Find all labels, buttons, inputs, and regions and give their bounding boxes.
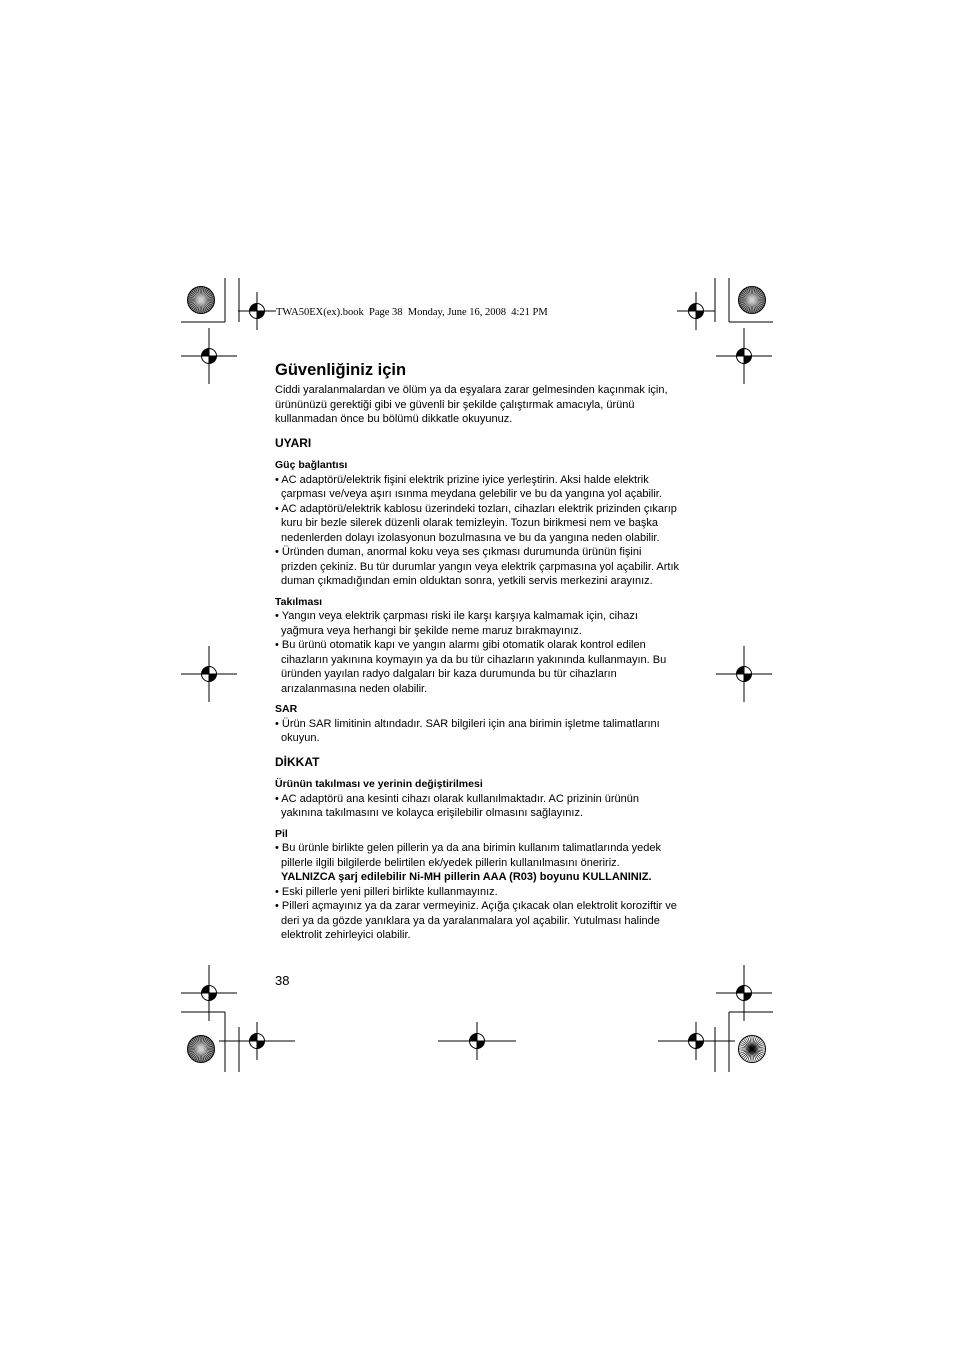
installation-list [275,609,680,696]
document-body [275,360,680,943]
battery-heading: Pil [275,827,288,840]
registration-quadrant [202,349,210,357]
registration-quadrant [744,674,752,682]
registration-quadrant [477,1041,485,1049]
registration-quadrant [689,304,697,312]
registration-quadrant [202,667,210,675]
registration-quadrant [257,311,265,319]
registration-quadrant [744,356,752,364]
list-item: • Bu ürünle birlikte gelen pillerin ya da ana birimin kullanım talimatlarında yedek pillerle ilgili bilgilerde belirtilen ek/yedek pillerin kullanılmasını öneririz. [275,842,661,869]
registration-quadrant [209,674,217,682]
battery-emphasis: YALNIZCA şarj edilebilir Ni-MH pillerin AAA (R03) boyunu KULLANINIZ. [281,871,652,883]
registration-quadrant [470,1034,478,1042]
list-item: • Pilleri açmayınız ya da zarar vermeyiniz. Açığa çıkacak olan elektrolit koroziftir ve deri ya da gözde yanıklara ya da yaralanmalara yol açabilir. Yutulması halinde elektrolit zehirleyici olabilir. [275,900,677,941]
registration-quadrant [209,356,217,364]
caution-heading: DİKKAT [275,754,320,769]
installation-heading: Takılması [275,595,323,608]
registration-quadrant [689,1034,697,1042]
registration-quadrant [696,1041,704,1049]
power-connection-heading: Güç bağlantısı [275,459,348,471]
sar-heading: SAR [275,703,298,715]
registration-quadrant [696,311,704,319]
list-item: • Yangın veya elektrik çarpması riski ile karşı karşıya kalmamak için, cihazı yağmura veya herhangi bir şekilde neme maruz bırakmayınız. [275,610,638,637]
print-header: TWA50EX(ex).book Page 38 Monday, June 16, 2008 4:21 PM [276,307,548,318]
relocation-list [275,792,680,821]
list-item: • Üründen duman, anormal koku veya ses çıkması durumunda ürünün fişini prizden çekiniz. Bu tür durumlar yangın veya elektrik çarpmasına yol açabilir. Artık duman çıkmadığından emin olduktan sonra, yetkili servis merkezini arayınız. [275,546,680,587]
battery-list [275,841,680,943]
relocation-heading: Ürünün takılması ve yerinin değiştirilmesi [275,778,483,790]
warning-heading: UYARI [275,435,312,450]
list-item: • AC adaptörü/elektrik fişini elektrik prizine iyice yerleştirin. Aksi halde elektrik çarpması ve/veya aşırı ısınma meydana gelebilir ve bu da yangına yol açabilir. [275,473,662,500]
page-number: 38 [275,973,290,988]
registration-quadrant [209,993,217,1001]
registration-quadrant [744,993,752,1001]
registration-quadrant [737,667,745,675]
registration-quadrant [250,1034,258,1042]
page-title: Güvenliğiniz için [275,361,407,379]
list-item: • AC adaptörü ana kesinti cihazı olarak kullanılmaktadır. AC prizinin ürünün yakınına takılmasını ve kolayca erişilebilir olmasını sağlayınız. [275,792,639,819]
list-item: • Ürün SAR limitinin altındadır. SAR bilgileri için ana birimin işletme talimatlarını okuyun. [275,717,660,744]
intro-paragraph: Ciddi yaralanmalardan ve ölüm ya da eşyalara zarar gelmesinden kaçınmak için, ürününüzü gerektiği gibi ve güvenli bir şekilde çalıştırmak amacıyla, ürünü kullanmadan önce bu bölümü dikkatle okuyunuz. [275,384,668,425]
registration-quadrant [737,349,745,357]
registration-quadrant [202,986,210,994]
registration-quadrant [737,986,745,994]
registration-quadrant [250,304,258,312]
power-connection-list [275,473,680,589]
list-item: • Eski pillerle yeni pilleri birlikte kullanmayınız. [275,885,498,898]
sar-list [275,717,680,746]
list-item: • Bu ürünü otomatik kapı ve yangın alarmı gibi otomatik olarak kontrol edilen cihazların yakınına koymayın ya da bu tür cihazların yakınında kullanmayın. Bu üründen yayılan radyo dalgaları bir kaza durumunda bu tür cihazların arızalanmasına neden olabilir. [275,639,667,695]
list-item: • AC adaptörü/elektrik kablosu üzerindeki tozları, cihazları elektrik prizinden çıkarıp kuru bir bezle silerek düzenli olarak temizleyin. Tozun birikmesi nem ve başka nedenlerden dolayı izolasyonun bozulmasına ve bu da yangına neden olabilir. [275,502,677,544]
registration-quadrant [257,1041,265,1049]
